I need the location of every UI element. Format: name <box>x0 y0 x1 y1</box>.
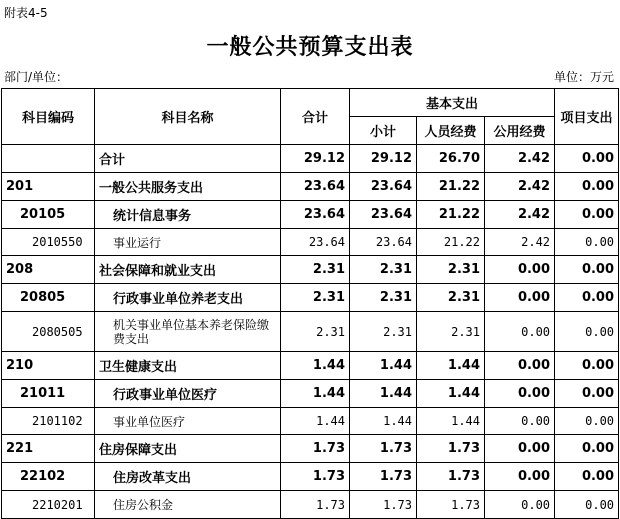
code-cell: 20105 <box>2 201 95 229</box>
project-cell: 0.00 <box>555 463 619 491</box>
personnel-cell: 2.31 <box>417 284 485 312</box>
attachment-label: 附表4-5 <box>4 6 48 20</box>
code-cell: 2101102 <box>2 408 95 435</box>
project-cell: 0.00 <box>555 435 619 463</box>
public-cell: 0.00 <box>485 284 555 312</box>
personnel-cell: 26.70 <box>417 145 485 173</box>
header-total: 合计 <box>281 89 350 145</box>
subtotal-cell: 1.44 <box>350 352 417 380</box>
public-cell: 0.00 <box>485 491 555 519</box>
table-row <box>2 380 619 408</box>
table-row <box>2 435 619 463</box>
public-cell: 2.42 <box>485 201 555 229</box>
project-cell: 0.00 <box>555 201 619 229</box>
name-cell: 事业单位医疗 <box>95 408 281 435</box>
name-cell: 住房改革支出 <box>95 463 281 491</box>
total-cell: 29.12 <box>281 145 350 173</box>
project-cell: 0.00 <box>555 145 619 173</box>
table-row <box>2 463 619 491</box>
subtotal-cell: 2.31 <box>350 284 417 312</box>
public-cell: 2.42 <box>485 229 555 256</box>
project-cell: 0.00 <box>555 312 619 352</box>
personnel-cell: 1.44 <box>417 352 485 380</box>
total-cell: 23.64 <box>281 173 350 201</box>
header-code: 科目编码 <box>2 89 95 145</box>
public-cell: 0.00 <box>485 352 555 380</box>
header-basic: 基本支出 <box>350 89 555 117</box>
total-cell: 2.31 <box>281 284 350 312</box>
total-cell: 23.64 <box>281 229 350 256</box>
public-cell: 0.00 <box>485 435 555 463</box>
total-cell: 1.44 <box>281 380 350 408</box>
table-row <box>2 352 619 380</box>
header-name: 科目名称 <box>95 89 281 145</box>
table-row <box>2 284 619 312</box>
subtotal-cell: 2.31 <box>350 256 417 284</box>
department-label: 部门/单位： <box>4 70 69 84</box>
total-cell: 1.44 <box>281 408 350 435</box>
code-cell: 2210201 <box>2 491 95 519</box>
subtotal-cell: 1.73 <box>350 463 417 491</box>
total-cell: 2.31 <box>281 312 350 352</box>
name-cell: 行政事业单位医疗 <box>95 380 281 408</box>
subtotal-cell: 23.64 <box>350 173 417 201</box>
subtotal-cell: 29.12 <box>350 145 417 173</box>
code-cell: 201 <box>2 173 95 201</box>
header-personnel: 人员经费 <box>417 117 485 145</box>
name-cell: 卫生健康支出 <box>95 352 281 380</box>
personnel-cell: 1.73 <box>417 463 485 491</box>
public-cell: 0.00 <box>485 380 555 408</box>
name-cell: 行政事业单位养老支出 <box>95 284 281 312</box>
total-cell: 1.73 <box>281 463 350 491</box>
page-title: 一般公共预算支出表 <box>206 34 414 60</box>
table-row <box>2 408 619 435</box>
subtotal-cell: 1.44 <box>350 380 417 408</box>
name-cell: 社会保障和就业支出 <box>95 256 281 284</box>
header-subtotal: 小计 <box>350 117 417 145</box>
personnel-cell: 1.73 <box>417 435 485 463</box>
code-cell <box>2 145 95 173</box>
code-cell: 221 <box>2 435 95 463</box>
personnel-cell: 1.44 <box>417 408 485 435</box>
name-cell: 机关事业单位基本养老保险缴费支出 <box>95 312 281 352</box>
project-cell: 0.00 <box>555 352 619 380</box>
project-cell: 0.00 <box>555 284 619 312</box>
total-cell: 1.73 <box>281 491 350 519</box>
total-cell: 2.31 <box>281 256 350 284</box>
name-cell: 住房公积金 <box>95 491 281 519</box>
subtotal-cell: 23.64 <box>350 229 417 256</box>
public-cell: 0.00 <box>485 312 555 352</box>
table-row <box>2 201 619 229</box>
personnel-cell: 1.44 <box>417 380 485 408</box>
personnel-cell: 21.22 <box>417 173 485 201</box>
project-cell: 0.00 <box>555 491 619 519</box>
code-cell: 210 <box>2 352 95 380</box>
header-public: 公用经费 <box>485 117 555 145</box>
total-cell: 1.73 <box>281 435 350 463</box>
subtotal-cell: 2.31 <box>350 312 417 352</box>
header-project: 项目支出 <box>555 89 619 145</box>
subtotal-cell: 23.64 <box>350 201 417 229</box>
total-cell: 1.44 <box>281 352 350 380</box>
name-cell: 事业运行 <box>95 229 281 256</box>
subtotal-cell: 1.73 <box>350 435 417 463</box>
subtotal-cell: 1.44 <box>350 408 417 435</box>
code-cell: 2010550 <box>2 229 95 256</box>
unit-label: 单位：万元 <box>553 70 614 84</box>
project-cell: 0.00 <box>555 256 619 284</box>
project-cell: 0.00 <box>555 173 619 201</box>
personnel-cell: 21.22 <box>417 229 485 256</box>
personnel-cell: 2.31 <box>417 312 485 352</box>
public-cell: 2.42 <box>485 145 555 173</box>
table-row <box>2 312 619 352</box>
code-cell: 20805 <box>2 284 95 312</box>
name-cell: 合计 <box>95 145 281 173</box>
name-cell: 统计信息事务 <box>95 201 281 229</box>
project-cell: 0.00 <box>555 408 619 435</box>
code-cell: 2080505 <box>2 312 95 352</box>
public-cell: 0.00 <box>485 408 555 435</box>
project-cell: 0.00 <box>555 380 619 408</box>
table-row <box>2 229 619 256</box>
public-cell: 0.00 <box>485 256 555 284</box>
code-cell: 208 <box>2 256 95 284</box>
code-cell: 22102 <box>2 463 95 491</box>
total-cell: 23.64 <box>281 201 350 229</box>
personnel-cell: 2.31 <box>417 256 485 284</box>
public-cell: 0.00 <box>485 463 555 491</box>
expenditure-table <box>1 88 619 519</box>
code-cell: 21011 <box>2 380 95 408</box>
table-row <box>2 491 619 519</box>
personnel-cell: 1.73 <box>417 491 485 519</box>
table-row <box>2 145 619 173</box>
table-row <box>2 173 619 201</box>
table-row <box>2 256 619 284</box>
project-cell: 0.00 <box>555 229 619 256</box>
subtotal-cell: 1.73 <box>350 491 417 519</box>
personnel-cell: 21.22 <box>417 201 485 229</box>
name-cell: 一般公共服务支出 <box>95 173 281 201</box>
public-cell: 2.42 <box>485 173 555 201</box>
name-cell: 住房保障支出 <box>95 435 281 463</box>
